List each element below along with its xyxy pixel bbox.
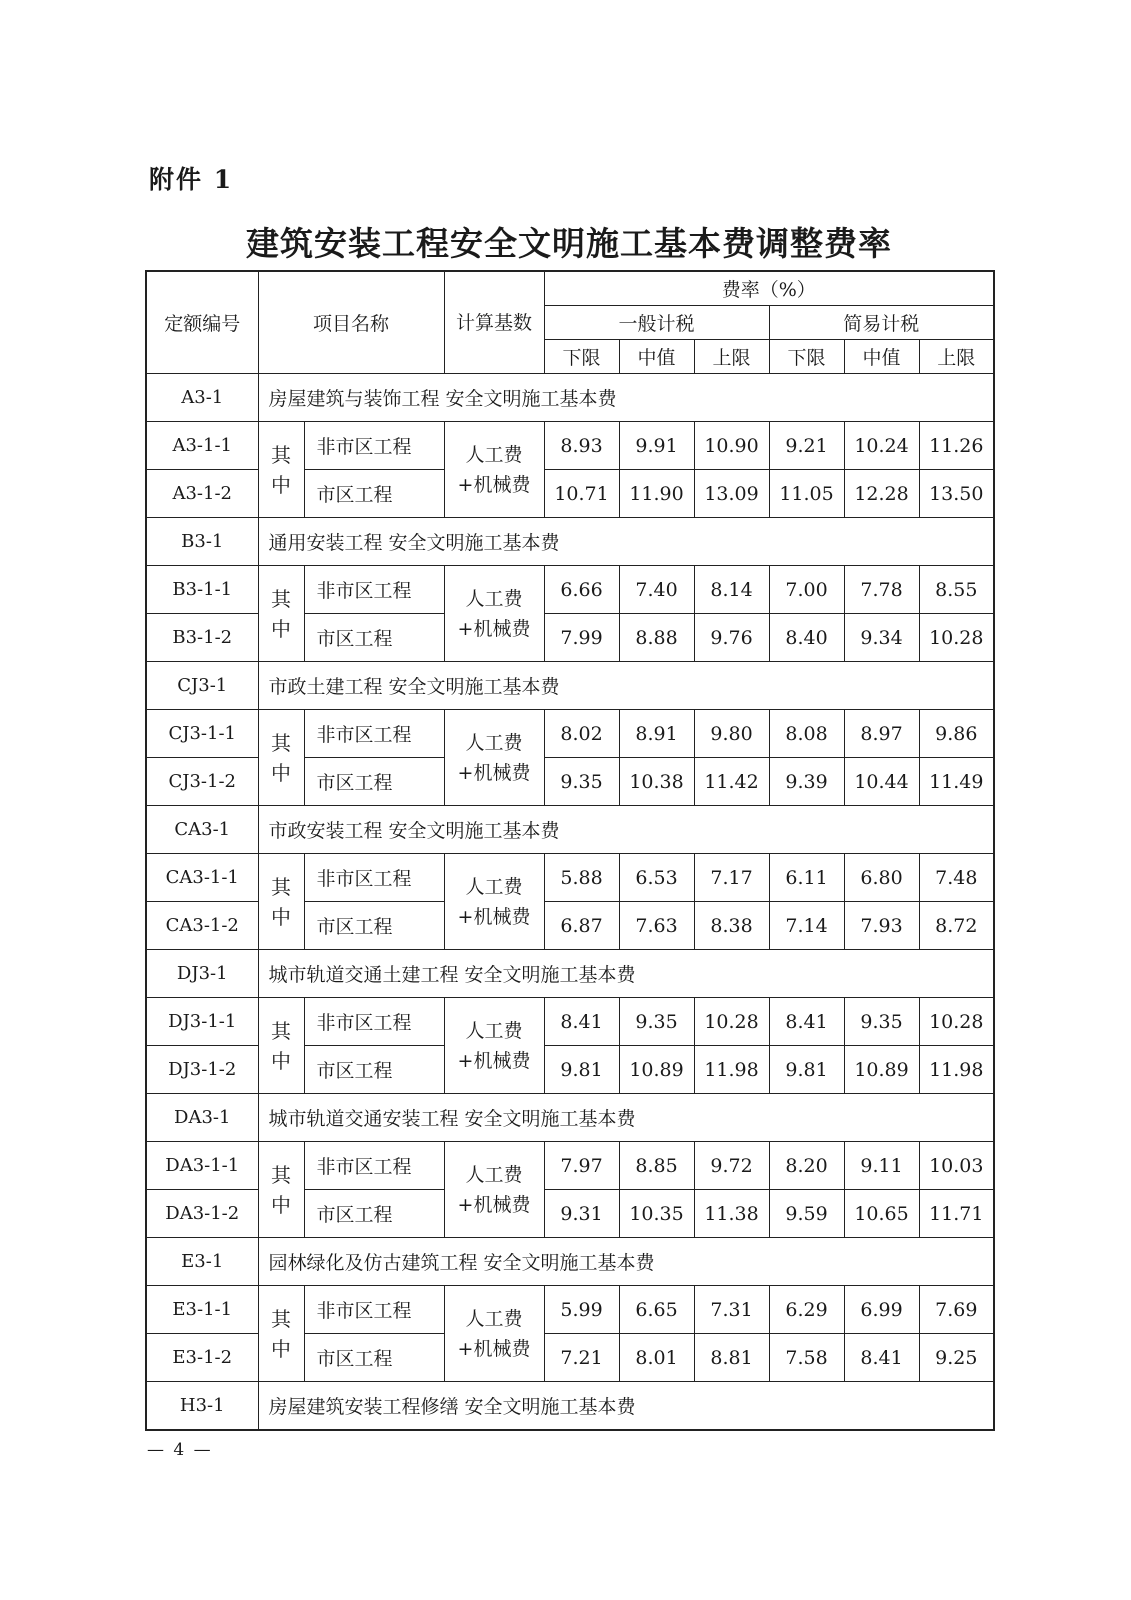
- item-name: 市区工程: [304, 1190, 444, 1238]
- group-row: [146, 1094, 994, 1142]
- item-code: A3-1-2: [146, 470, 258, 518]
- rate-value: 8.41: [544, 998, 619, 1046]
- item-code: DJ3-1-2: [146, 1046, 258, 1094]
- rate-value: 11.98: [694, 1046, 769, 1094]
- table-row: [146, 566, 994, 614]
- rate-value: 9.76: [694, 614, 769, 662]
- qizhong-label: [258, 998, 304, 1094]
- group-code: DJ3-1: [146, 950, 258, 998]
- header-simple-tax: 简易计税: [769, 306, 994, 340]
- rate-value: 9.31: [544, 1190, 619, 1238]
- group-title: 市政土建工程 安全文明施工基本费: [258, 662, 994, 710]
- header-base: 计算基数: [444, 271, 544, 374]
- item-code: E3-1-2: [146, 1334, 258, 1382]
- qizhong-text: 其中: [271, 442, 291, 497]
- rate-value: 8.91: [619, 710, 694, 758]
- calc-base: [444, 998, 544, 1094]
- group-code: CJ3-1: [146, 662, 258, 710]
- item-code: B3-1-2: [146, 614, 258, 662]
- rate-value: 10.24: [844, 422, 919, 470]
- group-title: 房屋建筑安装工程修缮 安全文明施工基本费: [258, 1382, 994, 1431]
- group-title: 城市轨道交通安装工程 安全文明施工基本费: [258, 1094, 994, 1142]
- item-name: 市区工程: [304, 1046, 444, 1094]
- rate-table: [145, 270, 995, 1431]
- item-code: DA3-1-1: [146, 1142, 258, 1190]
- group-code: E3-1: [146, 1238, 258, 1286]
- rate-value: 7.40: [619, 566, 694, 614]
- group-title: 市政安装工程 安全文明施工基本费: [258, 806, 994, 854]
- table-row: [146, 1142, 994, 1190]
- rate-value: 8.88: [619, 614, 694, 662]
- group-row: [146, 806, 994, 854]
- rate-value: 9.39: [769, 758, 844, 806]
- item-code: CJ3-1-1: [146, 710, 258, 758]
- rate-value: 11.90: [619, 470, 694, 518]
- header-rate: 费率（%）: [544, 271, 994, 306]
- rate-value: 7.14: [769, 902, 844, 950]
- group-code: DA3-1: [146, 1094, 258, 1142]
- item-name: 非市区工程: [304, 566, 444, 614]
- group-code: H3-1: [146, 1382, 258, 1431]
- calc-base-text: 人工费+机械费: [457, 443, 531, 496]
- item-code: A3-1-1: [146, 422, 258, 470]
- rate-value: 9.21: [769, 422, 844, 470]
- qizhong-label: [258, 1142, 304, 1238]
- rate-value: 8.93: [544, 422, 619, 470]
- rate-value: 10.90: [694, 422, 769, 470]
- rate-value: 10.89: [844, 1046, 919, 1094]
- group-row: [146, 518, 994, 566]
- item-code: CA3-1-2: [146, 902, 258, 950]
- rate-value: 13.50: [919, 470, 994, 518]
- group-row: [146, 1238, 994, 1286]
- rate-value: 9.81: [544, 1046, 619, 1094]
- rate-value: 10.28: [919, 614, 994, 662]
- qizhong-label: [258, 566, 304, 662]
- rate-value: 9.80: [694, 710, 769, 758]
- rate-value: 7.58: [769, 1334, 844, 1382]
- rate-value: 6.80: [844, 854, 919, 902]
- rate-value: 7.78: [844, 566, 919, 614]
- rate-value: 9.35: [619, 998, 694, 1046]
- qizhong-text: 其中: [271, 874, 291, 929]
- item-code: B3-1-1: [146, 566, 258, 614]
- rate-value: 9.34: [844, 614, 919, 662]
- item-name: 市区工程: [304, 902, 444, 950]
- rate-value: 7.97: [544, 1142, 619, 1190]
- rate-value: 9.86: [919, 710, 994, 758]
- qizhong-label: [258, 854, 304, 950]
- rate-value: 6.53: [619, 854, 694, 902]
- rate-value: 7.00: [769, 566, 844, 614]
- qizhong-text: 其中: [271, 1162, 291, 1217]
- rate-value: 7.69: [919, 1286, 994, 1334]
- attachment-label: 附件 1: [149, 165, 234, 194]
- rate-value: 9.81: [769, 1046, 844, 1094]
- rate-value: 8.97: [844, 710, 919, 758]
- rate-value: 7.48: [919, 854, 994, 902]
- table-row: [146, 710, 994, 758]
- table-row: [146, 1286, 994, 1334]
- rate-value: 8.55: [919, 566, 994, 614]
- rate-value: 9.91: [619, 422, 694, 470]
- group-code: A3-1: [146, 374, 258, 422]
- qizhong-label: [258, 1286, 304, 1382]
- rate-value: 6.87: [544, 902, 619, 950]
- group-code: B3-1: [146, 518, 258, 566]
- rate-value: 5.99: [544, 1286, 619, 1334]
- rate-value: 10.65: [844, 1190, 919, 1238]
- calc-base-text: 人工费+机械费: [457, 1163, 531, 1216]
- rate-value: 10.38: [619, 758, 694, 806]
- calc-base: [444, 1142, 544, 1238]
- item-name: 市区工程: [304, 470, 444, 518]
- item-code: CJ3-1-2: [146, 758, 258, 806]
- rate-value: 7.99: [544, 614, 619, 662]
- rate-value: 6.65: [619, 1286, 694, 1334]
- header-simple-mid: 中值: [844, 340, 919, 374]
- rate-value: 10.89: [619, 1046, 694, 1094]
- rate-value: 6.99: [844, 1286, 919, 1334]
- rate-value: 9.35: [544, 758, 619, 806]
- group-row: [146, 950, 994, 998]
- group-row: [146, 1382, 994, 1431]
- calc-base: [444, 566, 544, 662]
- header-simple-upper: 上限: [919, 340, 994, 374]
- document-title: 建筑安装工程安全文明施工基本费调整费率: [246, 224, 892, 263]
- header-name: 项目名称: [258, 271, 444, 374]
- item-name: 非市区工程: [304, 422, 444, 470]
- rate-value: 8.72: [919, 902, 994, 950]
- rate-value: 8.02: [544, 710, 619, 758]
- rate-value: 6.66: [544, 566, 619, 614]
- calc-base: [444, 1286, 544, 1382]
- calc-base-text: 人工费+机械费: [457, 587, 531, 640]
- rate-value: 10.28: [919, 998, 994, 1046]
- rate-value: 9.35: [844, 998, 919, 1046]
- rate-value: 9.11: [844, 1142, 919, 1190]
- rate-value: 5.88: [544, 854, 619, 902]
- rate-value: 8.41: [769, 998, 844, 1046]
- calc-base: [444, 422, 544, 518]
- rate-value: 12.28: [844, 470, 919, 518]
- item-name: 市区工程: [304, 614, 444, 662]
- qizhong-label: [258, 422, 304, 518]
- qizhong-text: 其中: [271, 730, 291, 785]
- rate-value: 11.26: [919, 422, 994, 470]
- rate-value: 8.38: [694, 902, 769, 950]
- rate-value: 7.31: [694, 1286, 769, 1334]
- qizhong-text: 其中: [271, 586, 291, 641]
- header-general-tax: 一般计税: [544, 306, 769, 340]
- rate-value: 8.14: [694, 566, 769, 614]
- rate-value: 11.98: [919, 1046, 994, 1094]
- qizhong-text: 其中: [271, 1306, 291, 1361]
- table-row: [146, 422, 994, 470]
- item-code: E3-1-1: [146, 1286, 258, 1334]
- header-general-lower: 下限: [544, 340, 619, 374]
- group-row: [146, 374, 994, 422]
- header-general-upper: 上限: [694, 340, 769, 374]
- rate-value: 11.71: [919, 1190, 994, 1238]
- rate-value: 9.72: [694, 1142, 769, 1190]
- rate-value: 11.42: [694, 758, 769, 806]
- rate-value: 8.20: [769, 1142, 844, 1190]
- item-name: 市区工程: [304, 758, 444, 806]
- rate-value: 10.35: [619, 1190, 694, 1238]
- calc-base-text: 人工费+机械费: [457, 875, 531, 928]
- rate-value: 9.59: [769, 1190, 844, 1238]
- rate-value: 11.05: [769, 470, 844, 518]
- qizhong-text: 其中: [271, 1018, 291, 1073]
- item-name: 非市区工程: [304, 1142, 444, 1190]
- item-name: 非市区工程: [304, 710, 444, 758]
- rate-value: 8.41: [844, 1334, 919, 1382]
- group-code: CA3-1: [146, 806, 258, 854]
- rate-value: 10.44: [844, 758, 919, 806]
- rate-value: 8.85: [619, 1142, 694, 1190]
- rate-value: 8.08: [769, 710, 844, 758]
- item-code: DJ3-1-1: [146, 998, 258, 1046]
- item-code: CA3-1-1: [146, 854, 258, 902]
- rate-value: 7.21: [544, 1334, 619, 1382]
- rate-value: 7.93: [844, 902, 919, 950]
- rate-value: 6.11: [769, 854, 844, 902]
- calc-base: [444, 710, 544, 806]
- header-simple-lower: 下限: [769, 340, 844, 374]
- calc-base: [444, 854, 544, 950]
- rate-value: 11.38: [694, 1190, 769, 1238]
- qizhong-label: [258, 710, 304, 806]
- rate-value: 10.03: [919, 1142, 994, 1190]
- header-general-mid: 中值: [619, 340, 694, 374]
- rate-value: 8.01: [619, 1334, 694, 1382]
- item-name: 市区工程: [304, 1334, 444, 1382]
- rate-value: 7.17: [694, 854, 769, 902]
- item-name: 非市区工程: [304, 1286, 444, 1334]
- rate-value: 10.71: [544, 470, 619, 518]
- calc-base-text: 人工费+机械费: [457, 1019, 531, 1072]
- group-title: 房屋建筑与装饰工程 安全文明施工基本费: [258, 374, 994, 422]
- calc-base-text: 人工费+机械费: [457, 1307, 531, 1360]
- group-title: 城市轨道交通土建工程 安全文明施工基本费: [258, 950, 994, 998]
- calc-base-text: 人工费+机械费: [457, 731, 531, 784]
- page-number: — 4 —: [147, 1440, 213, 1460]
- item-name: 非市区工程: [304, 854, 444, 902]
- header-code: 定额编号: [146, 271, 258, 374]
- rate-value: 7.63: [619, 902, 694, 950]
- table-row: [146, 998, 994, 1046]
- rate-value: 6.29: [769, 1286, 844, 1334]
- item-name: 非市区工程: [304, 998, 444, 1046]
- table-row: [146, 854, 994, 902]
- group-row: [146, 662, 994, 710]
- rate-value: 8.40: [769, 614, 844, 662]
- rate-value: 10.28: [694, 998, 769, 1046]
- rate-value: 13.09: [694, 470, 769, 518]
- group-title: 园林绿化及仿古建筑工程 安全文明施工基本费: [258, 1238, 994, 1286]
- rate-value: 11.49: [919, 758, 994, 806]
- rate-value: 8.81: [694, 1334, 769, 1382]
- item-code: DA3-1-2: [146, 1190, 258, 1238]
- rate-value: 9.25: [919, 1334, 994, 1382]
- group-title: 通用安装工程 安全文明施工基本费: [258, 518, 994, 566]
